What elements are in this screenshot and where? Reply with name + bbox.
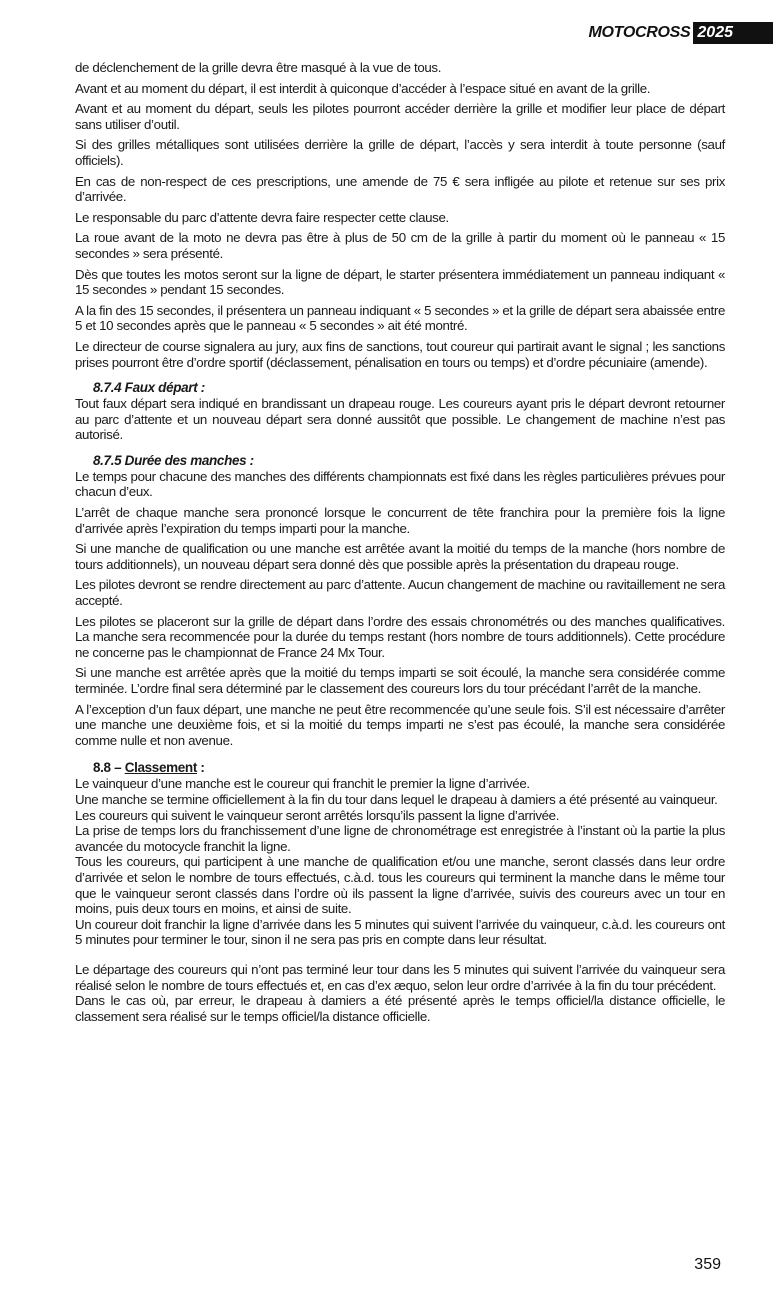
section-heading-classement [93,760,725,776]
paragraph: Le temps pour chacune des manches des différents championnats est fixé dans les règles particulières prévues pour chacun d’eux. [75,468,725,500]
running-header [589,22,773,44]
page-content [75,60,725,1024]
paragraph: Le responsable du parc d’attente devra faire respecter cette clause. [75,209,449,225]
header-brand: MOTOCROSS [588,24,691,41]
paragraph: La prise de temps lors du franchissement d’une ligne de chronométrage est enregistrée à l’instant où la partie la plus avancée du motocycle franchit la ligne. [75,823,725,854]
paragraph: Un coureur doit franchir la ligne d’arrivée dans les 5 minutes qui suivent l’arrivée du vainqueur, c.à.d. les coureurs ont 5 minutes pour terminer le tour, sinon il ne sera pas pris en compte dans leur résultat. [75,916,725,948]
page-number: 359 [694,1256,721,1273]
paragraph: Si des grilles métalliques sont utilisées derrière la grille de départ, l’accès y sera interdit à toute personne (sauf officiels). [75,137,725,168]
paragraph: Tous les coureurs, qui participent à une manche de qualification et/ou une manche, seront classés dans leur ordre d’arrivée et selon le nombre de tours effectués, c.à.d. tous les coureurs qui terminent la manche dans le même tour que le vainqueur seront classés dans l’ordre où ils passent la ligne d’arrivée, suivis des coureurs avec un tour en moins, puis deux tours en moins, et ainsi de suite. [75,854,725,917]
section-heading-faux-depart: 8.7.4 Faux départ : [93,380,205,396]
paragraph: Les coureurs qui suivent le vainqueur seront arrêtés lorsqu’ils passent la ligne d’arrivée. [75,807,560,823]
paragraph: Si une manche est arrêtée après que la moitié du temps imparti se soit écoulé, la manche sera considérée comme terminée. L’ordre final sera déterminé par le classement des coureurs lors du tour précédant l’arrêt de la manche. [75,665,725,696]
paragraph: Si une manche de qualification ou une manche est arrêtée avant la moitié du temps de la manche (hors nombre de tours additionnels), un nouveau départ sera donné dès que possible après la présentation du drapeau rouge. [75,541,725,572]
header-year-badge: 2025 [693,22,773,44]
paragraph: A l’exception d’un faux départ, une manche ne peut être recommencée qu’une seule fois. S’il est nécessaire d’arrêter une manche une deuxième fois, et si la moitié du temps imparti ne s’est pas écoulé, la manche sera considérée comme nulle et non avenue. [75,701,725,748]
paragraph: Tout faux départ sera indiqué en brandissant un drapeau rouge. Les coureurs ayant pris le départ devront retourner au parc d’attente et un nouveau départ sera donné aussitôt que possible. Le changement de machine n’est pas autorisé. [75,396,725,443]
paragraph: Les pilotes se placeront sur la grille de départ dans l’ordre des essais chronométrés ou des manches qualificatives. La manche sera recommencée pour la durée du temps restant (hors nombre de tours additionnels). Cette procédure ne concerne pas le championnat de France 24 Mx Tour. [75,613,725,660]
paragraph: La roue avant de la moto ne devra pas être à plus de 50 cm de la grille à partir du moment où le panneau « 15 secondes » sera présenté. [75,230,725,261]
paragraph: Dans le cas où, par erreur, le drapeau à damiers a été présenté après le temps officiel/la distance officielle, le classement sera réalisé sur le temps officiel/la distance officielle. [75,993,725,1024]
paragraph: L’arrêt de chaque manche sera prononcé lorsque le concurrent de tête franchira pour la première fois la ligne d’arrivée après l’expiration du temps imparti pour la manche. [75,505,725,536]
section-title-suffix: : [196,760,205,776]
section-number: 8.8 – [93,760,125,776]
paragraph: de déclenchement de la grille devra être masqué à la vue de tous. [75,60,442,75]
paragraph: Les pilotes devront se rendre directement au parc d’attente. Aucun changement de machine ou ravitaillement ne sera accepté. [75,577,725,609]
paragraph: Une manche se termine officiellement à la fin du tour dans lequel le drapeau à damiers a été présenté au vainqueur. [75,791,718,807]
paragraph: En cas de non-respect de ces prescriptions, une amende de 75 € sera infligée au pilote et retenue sur ses prix d’arrivée. [75,173,725,205]
paragraph: Le directeur de course signalera au jury, aux fins de sanctions, tout coureur qui partirait avant le signal ; les sanctions prises pourront être d’ordre sportif (déclassement, pénalisation en tours ou temps) et d’ordre pécuniaire (amende). [75,338,725,370]
section-heading-duree-manches: 8.7.5 Durée des manches : [93,452,254,468]
spacer [75,948,725,962]
paragraph: Avant et au moment du départ, il est interdit à quiconque d’accéder à l’espace situé en avant de la grille. [75,80,651,96]
paragraph: Le vainqueur d’une manche est le coureur qui franchit le premier la ligne d’arrivée. [75,776,530,792]
paragraph: A la fin des 15 secondes, il présentera un panneau indiquant « 5 secondes » et la grille de départ sera abaissée entre 5 et 10 secondes après que le panneau « 5 secondes » ait été montré. [75,302,725,334]
paragraph: Le départage des coureurs qui n’ont pas terminé leur tour dans les 5 minutes qui suivent l’arrivée du vainqueur sera réalisé selon le nombre de tours effectués et, en cas d’ex æquo, selon leur ordre d’arrivée à la fin du tour précédent. [75,961,725,993]
paragraph: Dès que toutes les motos seront sur la ligne de départ, le starter présentera immédiatement un panneau indiquant « 15 secondes » pendant 15 secondes. [75,266,725,298]
section-title-underlined: Classement [124,760,197,776]
paragraph: Avant et au moment du départ, seuls les pilotes pourront accéder derrière la grille et modifier leur place de départ sans utiliser d’outil. [75,101,725,132]
